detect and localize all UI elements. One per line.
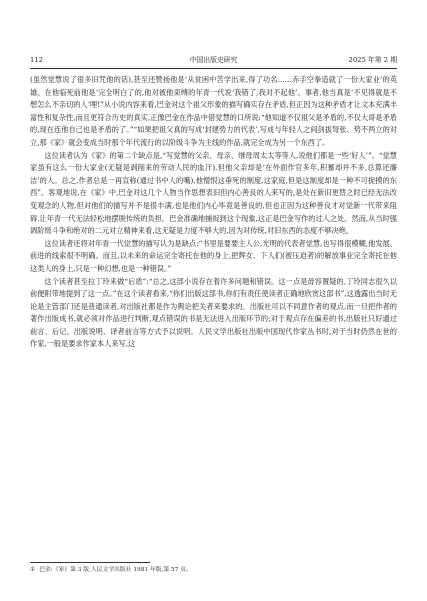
footnote-marker: ①: [30, 567, 36, 573]
paragraph: (虽然觉慧说了很多旧咒他的话),甚至还赞扬他是‘从贫困中苦学出来,得了功名……赤手空拳造就了一份大家业’的英雄。在他临死前他是‘完全明白了的,他对被他束缚的年青一代说‘我错了,我对不起他’。事者,他当真是‘不见得就是不想怎么不亲切的人’哩!”从小说内容来看,巴金对这个祖父形象的描写确实存在矛盾,但正因为这种矛盾才让文本充满丰富性和复杂性,而且更符合历史的真实,正像巴金在作品中借觉慧的口所说:“他知道不仅祖父是矛盾的,不仅大哥是矛盾的,现在连他自己也是矛盾的了。”“如果把祖父真的写成‘封建势力的代表’,写成与年轻人之间剑拔弩张、势不两立的对立,那《家》就会变成当时那个年代流行的以阶级斗争为主线的作品,就完全成为另一个东西了。: [30, 75, 397, 147]
paragraph: 这位读者认为《家》的第二个缺点是,“写觉慧的父亲、母亲、继母周太太等等人,说他们都是一些‘好人’”。“觉慧家虽有这么一份大家业(无疑是剥削来的劳动人民的血汗),但他父亲却是‘在外面作官多年,积蓄却并不多,总算还廉洁’的人。总之,作者总是一再宣称(通过书中人的嘴),他憎恨这垂死的制度,这家庭,但是这制度却是一种不可捉摸的东西”。客观地说,在《家》中,巴金对这几个人物当作思想表旧但内心善良的人来写的,是处在新旧更替之时已经无法改变观念的人物,但对他们的描写并不是很丰满,也是他们内心毕竟是善良的,但也正因为这种善良才对觉新一代带来阻碍,让年青一代无法轻松地摆脱传统的负担。巴金准确地捕捉到这个现象,这正是巴金写作的过人之处。然而,从当时强调阶级斗争和绝对的二元对立精神来看,这无疑是力度不够大的,因为对传统,对旧东西的态度不够决绝。: [30, 150, 397, 236]
footnote: [30, 566, 397, 574]
footnote-rule: [30, 562, 150, 563]
article-body: [30, 74, 397, 351]
journal-title: 中国出版史研究: [189, 56, 238, 64]
paragraph: 这个读者甚至拉丁玲来做“后盾”:“总之,这部小说存在着许多问题和错误。这一点是毋容置疑的,丁玲同志很久以前便附带地提到了这一点。”在这个读者看来,“你们出版这部书,你们有责任使读者正确地欣赏这部书”,这透露出当时无论是主管部门还是普通读者,对出版社都是作为舆论把关者来要求的。出版社可以不同意作者的观点,而一旦把作者的著作出版成书,就必须对作品进行判断,观点错误的书是无法进入出版环节的;对于观点存在偏差的书,出版社只好通过前言、后记、出版说明、译者前言等方式予以说明。人民文学出版社出版中国现代作家丛书时,对于当时仍然在世的作家,一般是要求作家本人来写,这: [30, 276, 397, 349]
header-rule: [30, 68, 397, 69]
issue-label: 2025 年第 2 期: [348, 56, 397, 64]
paragraph: 这位读者还将对年青一代觉慧的描写认为是缺点:“书里是要要主人公,光明的代表者觉慧,也写得很模糊,他发展、前进的线索很不明确。而且,以未来的命运完全寄托在他的身上,把辉女、下人们(被压迫者)的解放事业完全寄托在他这类人的身上,只是一种幻想,也是一种错误。”: [30, 238, 397, 273]
page-number: 112: [30, 56, 43, 64]
footnote-text: 巴金:《家》第 3 版,人民文学出版社 1981 年版,第 57 页。: [39, 567, 192, 573]
